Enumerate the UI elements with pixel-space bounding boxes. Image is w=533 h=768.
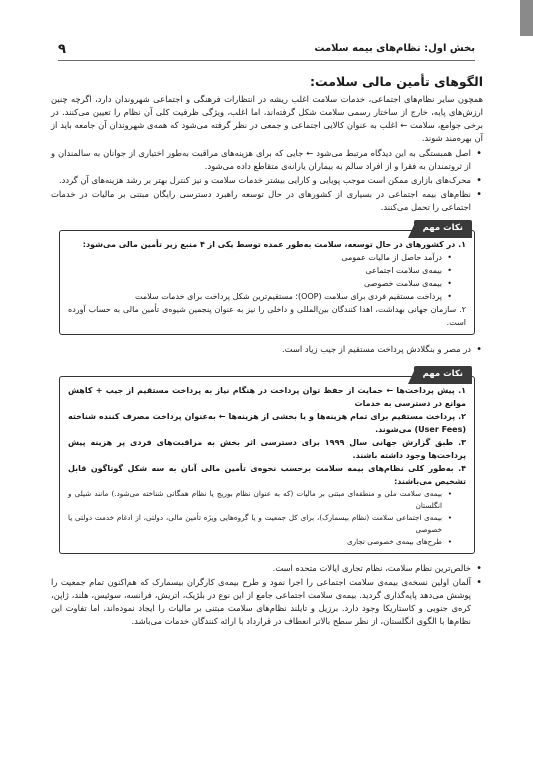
note-label: نکات مهم: [414, 220, 472, 238]
list-item: • خالص‌ترین نظام سلامت، نظام تجاری ایالات متحده است.: [51, 562, 483, 575]
page-content: [51, 74, 483, 629]
list-item: • بیمه‌ی سلامت اجتماعی: [68, 264, 452, 277]
list-item: • آلمان اولین نسخه‌ی بیمه‌ی سلامت اجتماعی را اجرا نمود و طرح بیمه‌ی کارگران بیسمارک که هم‌اکنون تمام جمعیت را پوشش می‌دهد پایه‌گذاری گردید. بیمه‌ی سلامت اجتماعی جامع از این نوع در بلژیک، اتریش، فرانسه، سوئیس، هلند، ژاپن، کره‌ی جنوبی و کاستاریکا وجود دارد. برزیل و تایلند نظام‌های سلامت مبتنی بر مالیات را ایجاد نموده‌اند، اما تفاوت این نظام‌ها با الگوی انگلستان، از نظر سطح بالاتر انعطاف در قرارداد با ارائه کنندگان خدمات می‌باشد.: [51, 576, 483, 628]
note-item: ۴. به‌طور کلی نظام‌های بیمه سلامت برحسب نحوه‌ی تأمین مالی آنان به سه شکل گوناگون قابل تشخیص می‌باشند:: [68, 464, 466, 486]
note-item: ۳. طبق گزارش جهانی سال ۱۹۹۹ برای دسترسی اثر بخش به مراقبت‌های فردی پر هزینه پیش پرداخت‌ها وجود داشته باشند.: [68, 438, 467, 460]
page-corner-tab: [520, 0, 533, 36]
page-header: [58, 40, 475, 61]
list-item: • بیمه‌ی سلامت ملی و منطقه‌ای مبتنی بر مالیات (که به عنوان نظام بوریج یا نظام همگانی شناخته می‌شود.) مانند شیلی و انگلستان: [68, 488, 452, 512]
page-number: ۹: [58, 42, 66, 57]
section-title: الگوهای تأمین مالی سلامت:: [310, 74, 483, 89]
funding-sources-list: [68, 251, 466, 303]
important-notes-box: [59, 369, 475, 554]
list-item: • نظام‌های بیمه اجتماعی در بسیاری از کشورهای در حال توسعه راهبرد دسترسی رایگان مبتنی بر مالیات در خدمات اجتماعی را تحمل می‌کنند.: [51, 188, 483, 214]
list-item: • بیمه‌ی اجتماعی سلامت (نظام بیسمارک)، برای کل جمعیت و یا گروه‌هایی ویژه تأمین مالی، دولتی، از ادغام خدمت دولتی یا خصوصی: [68, 512, 452, 536]
bullet-list: [51, 343, 483, 356]
chapter-title: بخش اول: نظام‌های بیمه سلامت: [314, 43, 475, 54]
list-item: • درآمد حاصل از مالیات عمومی: [68, 251, 452, 264]
note-item: ۱. در کشورهای در حال توسعه، سلامت به‌طور عمده توسط یکی از ۴ منبع زیر تأمین مالی می‌شود:: [82, 240, 466, 249]
list-item: • پرداخت مستقیم فردی برای سلامت (OOP)؛ مستقیم‌ترین شکل پرداخت برای خدمات سلامت: [68, 290, 452, 303]
list-item: • در مصر و بنگلادش پرداخت مستقیم از جیب زیاد است.: [51, 343, 483, 356]
bullet-list: [51, 147, 483, 214]
note-label: نکات مهم: [414, 366, 472, 384]
list-item: • اصل همبستگی به این دیدگاه مرتبط می‌شود ← جایی که برای هزینه‌های مراقبت به‌طور اختیاری از جوانان به سالمندان و از ثروتمندان به فقرا و از افراد سالم به بیماران یارانه‌ی متقاطع داده می‌شود.: [51, 147, 483, 173]
bullet-list: [51, 562, 483, 628]
insurance-forms-list: [68, 488, 466, 548]
important-notes-box: [59, 223, 475, 335]
note-item: ۲. پرداخت مستقیم برای تمام هزینه‌ها و یا بخشی از هزینه‌ها ← به‌عنوان پرداخت مصرف کننده شناخته (User Fees) می‌شوند.: [68, 412, 466, 434]
note-item: ۲. سازمان جهانی بهداشت، اهدا کنندگان بین‌المللی و داخلی را نیز به عنوان پنجمین شیوه‌ی تأمین مالی به حساب آورده است.: [68, 305, 466, 327]
list-item: • محرک‌های بازاری ممکن است موجب پویایی و کارایی بیشتر خدمات سلامت و نیز کنترل بهتر بر رشد هزینه‌های آن گردد.: [51, 174, 483, 187]
list-item: • طرح‌های بیمه‌ی خصوصی تجاری: [68, 536, 452, 548]
note-item: ۱. پیش پرداخت‌ها ← حمایت از حفظ توان پرداخت در هنگام نیاز به پرداخت مستقیم از جیب + کاهش موانع در دسترسی به خدمات: [68, 386, 466, 408]
intro-paragraph: همچون سایر نظام‌های اجتماعی، خدمات سلامت اغلب ریشه در انتظارات فرهنگی و اجتماعی شهروندان دارد، اگرچه چنین ارزش‌های پایه، خارج از ساختار رسمی سلامت شکل گرفته‌اند، اما اغلب، ویژگی ظرفیت کلی آن نظام را تعیین می‌کنند. در برخی جوامع، سلامت ← اغلب به عنوان کالایی اجتماعی و جمعی در نظر گرفته می‌شود که همه‌ی شهروندان آن جامعه باید از آن بهره‌مند شوند.: [51, 94, 483, 143]
list-item: • بیمه‌ی سلامت خصوصی: [68, 277, 452, 290]
